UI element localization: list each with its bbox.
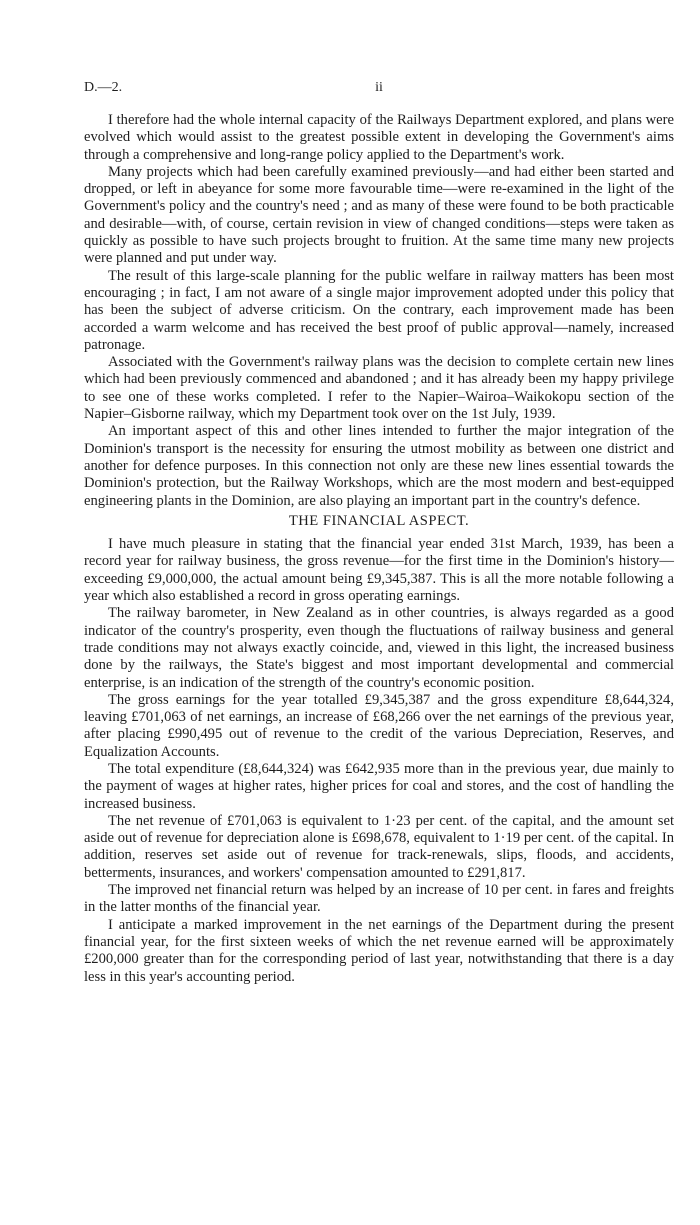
page-header <box>84 80 674 100</box>
paragraph: The net revenue of £701,063 is equivalent to 1·23 per cent. of the capital, and the amount set aside out of revenue for depreciation alone is £698,678, equivalent to 1·19 per cent. of the capital. In addition, reserves set aside out of revenue for track-renewals, slips, floods, and accidents, betterments, insurances, and workers' compensation amounted to £291,817. <box>84 812 674 881</box>
section-heading: THE FINANCIAL ASPECT. <box>288 512 470 529</box>
paragraph: An important aspect of this and other lines intended to further the major integration of the Dominion's transport is the necessity for ensuring the utmost mobility as between one district and another for defence purposes. In this connection not only are these new lines essential towards the Dominion's protection, but the Railway Workshops, which are the most modern and best-equipped engineering plants in the Dominion, are also playing an important part in the country's defence. <box>84 423 674 509</box>
paragraph: I have much pleasure in stating that the financial year ended 31st March, 1939, has been a record year for railway business, the gross revenue—for the first time in the Dominion's history—exceeding £9,000,000, the actual amount being £9,345,387. This is all the more notable following a year which also established a record in gross operating earnings. <box>84 536 674 605</box>
paragraph: The gross earnings for the year totalled £9,345,387 and the gross expenditure £8,644,324, leaving £701,063 of net earnings, an increase of £68,266 over the net earnings of the previous year, after placing £990,495 out of revenue to the credit of the various Depreciation, Reserves, and Equalization Accounts. <box>84 691 674 760</box>
paragraph: I therefore had the whole internal capacity of the Railways Department explored, and plans were evolved which would assist to the greatest possible extent in developing the Government's aims through a comprehensive and long-range policy applied to the Department's work. <box>84 112 674 163</box>
page-number: ii <box>375 80 383 95</box>
paragraph: I anticipate a marked improvement in the net earnings of the Department during the present financial year, for the first sixteen weeks of which the net revenue earned will be approximately £200,000 greater than for the corresponding period of last year, notwithstanding that there is a day less in this year's accounting period. <box>84 916 674 985</box>
document-body <box>84 112 674 986</box>
paragraph: Many projects which had been carefully examined previously—and had either been started and dropped, or left in abeyance for some more favourable time—were re-examined in the light of the Government's policy and the country's need ; and as many of these were found to be both practicable and desirable—with, of course, certain revision in view of changed conditions—steps were taken as quickly as possible to have such projects brought to fruition. At the same time many new projects were planned and put under way. <box>84 163 674 267</box>
paragraph: The improved net financial return was helped by an increase of 10 per cent. in fares and freights in the latter months of the financial year. <box>84 882 674 916</box>
paragraph: The result of this large-scale planning for the public welfare in railway matters has been most encouraging ; in fact, I am not aware of a single major improvement adopted under this policy that has been the subject of adverse criticism. On the contrary, each improvement made has been accorded a warm welcome and has received the best proof of public approval—namely, increased patronage. <box>84 267 674 353</box>
paragraph: The total expenditure (£8,644,324) was £642,935 more than in the previous year, due mainly to the payment of wages at higher rates, higher prices for coal and stores, and the cost of handling the increased business. <box>84 760 674 812</box>
page-reference: D.—2. <box>84 80 123 95</box>
paragraph: Associated with the Government's railway plans was the decision to complete certain new lines which had been previously commenced and abandoned ; and it has already been my happy privilege to see one of these works completed. I refer to the Napier–Wairoa–Waikokopu section of the Napier–Gisborne railway, which my Department took over on the 1st July, 1939. <box>84 354 674 423</box>
paragraph: The railway barometer, in New Zealand as in other countries, is always regarded as a good indicator of the country's prosperity, even though the fluctuations of railway business and general trade conditions may not always exactly coincide, and, viewed in this light, the increased business done by the railways, the State's biggest and most important developmental and commercial enterprise, is an indication of the strength of the country's economic position. <box>84 605 674 691</box>
